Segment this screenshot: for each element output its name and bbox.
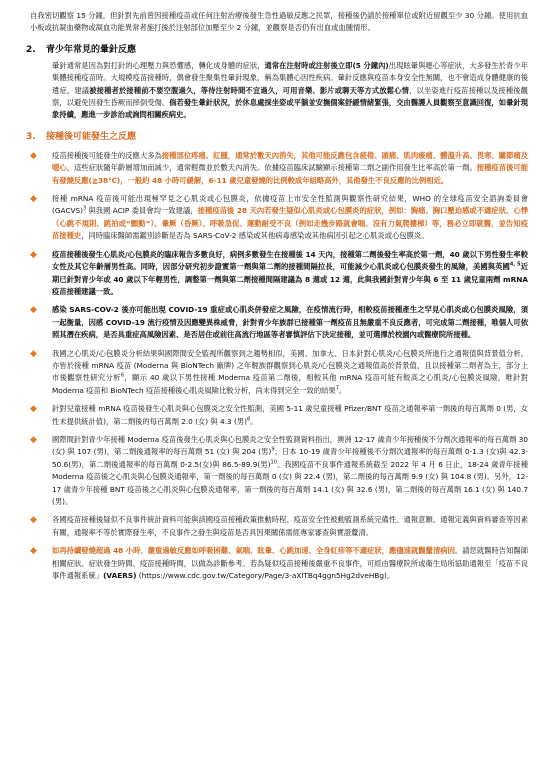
- s2-text-b: 通常在注射時或注射後立即(5 分鐘內): [264, 60, 389, 70]
- s2-text-c: 出現眩暈與噁心等症狀，大多發生於青少年集體接種疫苗時。大規模疫苗接種時，偶會發生聚集性暈針現象，稱為集體心因性疾病。暈針反應與疫苗本身安全性無關，也不會造成身體健康的後遺症，建議: [52, 60, 528, 95]
- list-item-text: 各國疫苗接種後疑似不良事件統計資料可能與該國疫苗接種政策推動時程、疫苗安全性被動監測系統完備性、通報意願、通報定義與資料審查等因素有關，通報率不等於實際發生率，不良事件之發生與疫苗是否具因果關係需經專家審查與實證釐清。: [52, 515, 528, 537]
- item-6-a: 針對兒童接種 mRNA 疫苗後發生心肌炎與心包膜炎之安全性監測，美國 5-11 歲兒童接種 Pfizer/BNT 疫苗之通報率第一劑後的每百萬劑 0 (男，女性未提供統計值)，第二劑後的每百萬劑 2.0 (女) 與 4.3 (男): [52, 404, 528, 426]
- diamond-bullet-icon: ◆: [30, 404, 37, 415]
- item-1-c: ，這些症狀隨年齡層增加而減少，通常輕微並於數天內消失。依據疫苗臨床試驗顯示接種第二劑之副作用發生比率高於第一劑。: [66, 163, 477, 173]
- item-2-d: ，同時臨床醫師需鑑別診斷是否為 SARS-CoV-2 感染或其他病毒感染或其他病因引起之心肌炎或心包膜炎。: [81, 231, 429, 241]
- item-1-a: 疫苗接種後可能發生的反應大多為: [52, 150, 162, 160]
- list-item-text: [52, 434, 528, 508]
- diamond-bullet-icon: ◆: [30, 348, 37, 359]
- item-5-ref-2: 7: [335, 385, 339, 392]
- section-3-title: 接種後可能發生之反應: [46, 131, 137, 142]
- list-item-text: 感染 SARS-COV-2 後亦可能出現 COVID-19 重症或心肌炎併發症之風險，在疫情流行時，相較疫苗接種產生之罕見心肌炎或心包膜炎風險，須一起衡量，因感 COVID-19 流行疫情及因應變異株威脅，針對青少年族群已接種第一劑疫苗且無嚴重不良反應者，可完成第二劑接種，唯個人可依照其潛在疾病，是否具重症高風險因素、是否居住或前往高流行地區等者審慎評估下決定接種，並可選擇於校園內或醫療院所接種。: [52, 305, 528, 340]
- section-2-number: 2.: [26, 44, 36, 55]
- item-7-a: 國際間針對青少年接種 Moderna 疫苗後發生心肌炎與心包膜炎之安全性監測資料指出，澳洲 12-17 歲青少年接種後不分劑次通報率的每百萬劑 30 (女) 與 107 (男)，第二劑後通報率的每百萬劑 51 (女) 與 204 (男): [52, 434, 528, 457]
- section-2-heading: [26, 43, 528, 57]
- s2-text-a: 暈針通常是因為對打針的心理壓力與恐懼感，轉化成身體的症狀，: [52, 60, 265, 70]
- item-7-b: ；日本 10-19 歲青少年接種後不分劑次通報率的每百萬劑 0-1.3 (女)與 42.3-50.6(男)，第二劑後通報率的每百萬劑 0-2.5(女)與 86.5-89.9(男): [52, 447, 528, 469]
- list-item: [26, 249, 528, 299]
- section-2-paragraph: [26, 60, 528, 122]
- item-2-c: 接種疫苗後 28 天內若發生疑似心肌炎或心包膜炎的症狀，例如：胸痛、胸口壓迫感或不適症狀、心悸（心跳不規則、跳拍或“顫動”）、暈厥（昏厥）、呼吸急促、運動耐受不良（例如走幾步路就會喘、沒有力氣爬樓梯）等，務必立即就醫，並告知疫苗接種史: [52, 206, 528, 241]
- list-item: [26, 304, 528, 341]
- item-1-b: 接種部位疼痛、紅腫，通常於數天內消失，其他可能反應包含疲倦、頭痛、肌肉痠痛、體溫升高、畏寒、關節痛及噁心: [52, 150, 529, 173]
- list-item-text: [52, 403, 528, 428]
- diamond-bullet-icon: ◆: [30, 434, 37, 445]
- item-3-b: 近期已針對青少年或 40 歲以下年輕男性，調整第一劑與第二劑接種間隔建議為 8 週或 12 週，此與我國針對青少年與 6 至 11 歲兒童兩劑 mRNA 疫苗接種建議一致。: [52, 262, 528, 296]
- s2-text-f: 倘若發生暈針狀況，於休息處採坐姿或平躺並安撫個案舒緩情緒緊張，交由醫護人員觀察至意識回復，如暈針現象持續，應進一步診治或詢問相關疾病史。: [52, 98, 529, 120]
- s2-text-d: 被接種者於接種前不要空腹過久，等待注射時間不宜過久，可用音樂、影片或聊天等方式放鬆心情: [89, 85, 410, 95]
- list-item: [26, 193, 528, 243]
- item-6-ref: 8: [246, 416, 251, 423]
- item-9-url: (https://www.cdc.gov.tw/Category/Page/3-aXlTBq4ggn5Hg2dveHBg)。: [136, 571, 395, 581]
- item-2-b: 與我國 ACIP 委員會均一致建議，: [86, 206, 198, 216]
- list-item: [26, 403, 528, 428]
- item-1-d: 接種疫苗後可能有發燒反應(≧38℃)，一般約 48 小時可緩解，6-11 歲兒童發燒的比例較成年組略高外，其他發生不良反應的比例相近。: [52, 163, 529, 185]
- list-item-text: [52, 193, 528, 243]
- list-item-text: [52, 150, 528, 187]
- diamond-bullet-icon: ◆: [30, 194, 37, 205]
- item-5-ref-1: 6: [120, 372, 125, 379]
- item-9-b: 。請您就醫時告知醫師相關症狀、症狀發生時間、疫苗接種時間，以做為診斷參考。若為疑似疫苗接種後嚴重不良事件，可經由醫療院所或衛生局所協助通報至「疫苗不良事件通報系統」: [52, 546, 529, 581]
- item-2-a: 接種 mRNA 疫苗後可能出現極罕見之心肌炎或心包膜炎，依據疫苗上市安全性監測與觀察性研究結果，WHO 的全球疫苗安全諮詢委員會(GACVS): [52, 194, 528, 216]
- item-3-ref: 4, 5: [509, 261, 521, 268]
- intro-paragraph: 自我密切觀察 15 分鐘，但針對先前曾因接種疫苗或任何注射治療後發生急性過敏反應之民眾，接種後仍請於接種單位或附近留觀至少 30 分鐘。使用抗血小板或抗凝血藥物或凝血功能異常者施打後於注射部位加壓至少 2 分鐘，並觀察是否仍有出血或血腫情形。: [30, 11, 528, 33]
- section-2-title: 青少年常見的暈針反應: [46, 44, 137, 55]
- item-7-ref-1: 9: [271, 446, 275, 453]
- list-item-text: [52, 545, 528, 582]
- diamond-bullet-icon: ◆: [30, 249, 37, 260]
- item-7-ref-2: 10: [270, 459, 277, 466]
- item-6-b: 。: [250, 416, 258, 426]
- diamond-bullet-icon: ◆: [30, 305, 37, 316]
- item-5-c: 。: [338, 385, 347, 395]
- list-item: [26, 150, 528, 187]
- list-item: [26, 545, 528, 582]
- diamond-bullet-icon: ◆: [30, 150, 37, 161]
- diamond-bullet-icon: ◆: [30, 515, 37, 526]
- item-7-c: 。我國疫苗不良事件通報系統截至 2022 年 4 月 6 日止，18-24 歲青年接種 Moderna 疫苗後之心肌炎與心包膜炎通報率，第一劑後的每百萬劑 0 (女) 與 22.4 (男)，第二劑後的每百萬劑 9.9 (女) 與 104.8 (男)。另外，12-17 歲青少年接種 BNT 疫苗後之心肌炎與心包膜炎通報率，第一劑後的每百萬劑 14.1 (女) 與 32.6 (男)，第二劑後的每百萬劑 16.1 (女) 與 140.7 (男)。: [52, 459, 528, 506]
- list-item: [26, 348, 528, 398]
- item-5-a: 我國之心肌炎/心包膜炎分析結果與國際間安全監視所觀察到之趨勢相似，美國、加拿大、日本針對心肌炎/心包膜炎所進行之通報值與背景值分析，亦皆於接種 mRNA 疫苗 (Moderna 與 BioNTech 廠牌) 之年輕族群觀察到心肌炎/心包膜炎之通報值高於背景值，且以接種第二劑者為主，部分上市後觀察性研究分析: [52, 348, 528, 383]
- list-item-text: [52, 249, 528, 299]
- section-3-heading: [26, 130, 528, 144]
- item-2-ref: 3: [82, 206, 87, 213]
- item-5-b: ，顯示 40 歲以下男性接種 Moderna 疫苗第二劑後，相較其他 mRNA 疫苗可能有較高之心肌炎/心包膜炎風險，唯針對 Moderna 疫苗和 BioNTech 疫苗接種後心肌炎風險比較分析，尚未得到完全一致的結果: [52, 373, 528, 395]
- item-9-a: 如再持續發燒超過 48 小時、嚴重過敏反應如呼吸困難、氣喘、眩暈、心跳加速、全身紅疹等不適症狀，應儘速就醫釐清病因: [52, 546, 455, 556]
- list-item: [26, 514, 528, 539]
- diamond-bullet-icon: ◆: [30, 546, 37, 557]
- section-3-number: 3.: [26, 131, 36, 142]
- list-item: [26, 434, 528, 508]
- list-item-text: [52, 348, 528, 398]
- item-9-vaers: (VAERS): [103, 571, 137, 581]
- s2-text-e: ，以坐姿進行疫苗接種以及接種後觀察，以避免因發生昏厥而摔倒受傷。: [52, 85, 529, 108]
- item-3-a: 疫苗接種後發生心肌炎/心包膜炎的臨床報告多數良好，病例多數發生在接種後 14 天內，接種第二劑後發生率高於第一劑，40 歲以下男性發生率較女性及其它年齡層男性高。同時，因部分研究初步證實第一劑與第二劑的接種間隔拉長，可能減少心肌炎或心包膜炎發生的風險，美國與英國: [52, 249, 528, 272]
